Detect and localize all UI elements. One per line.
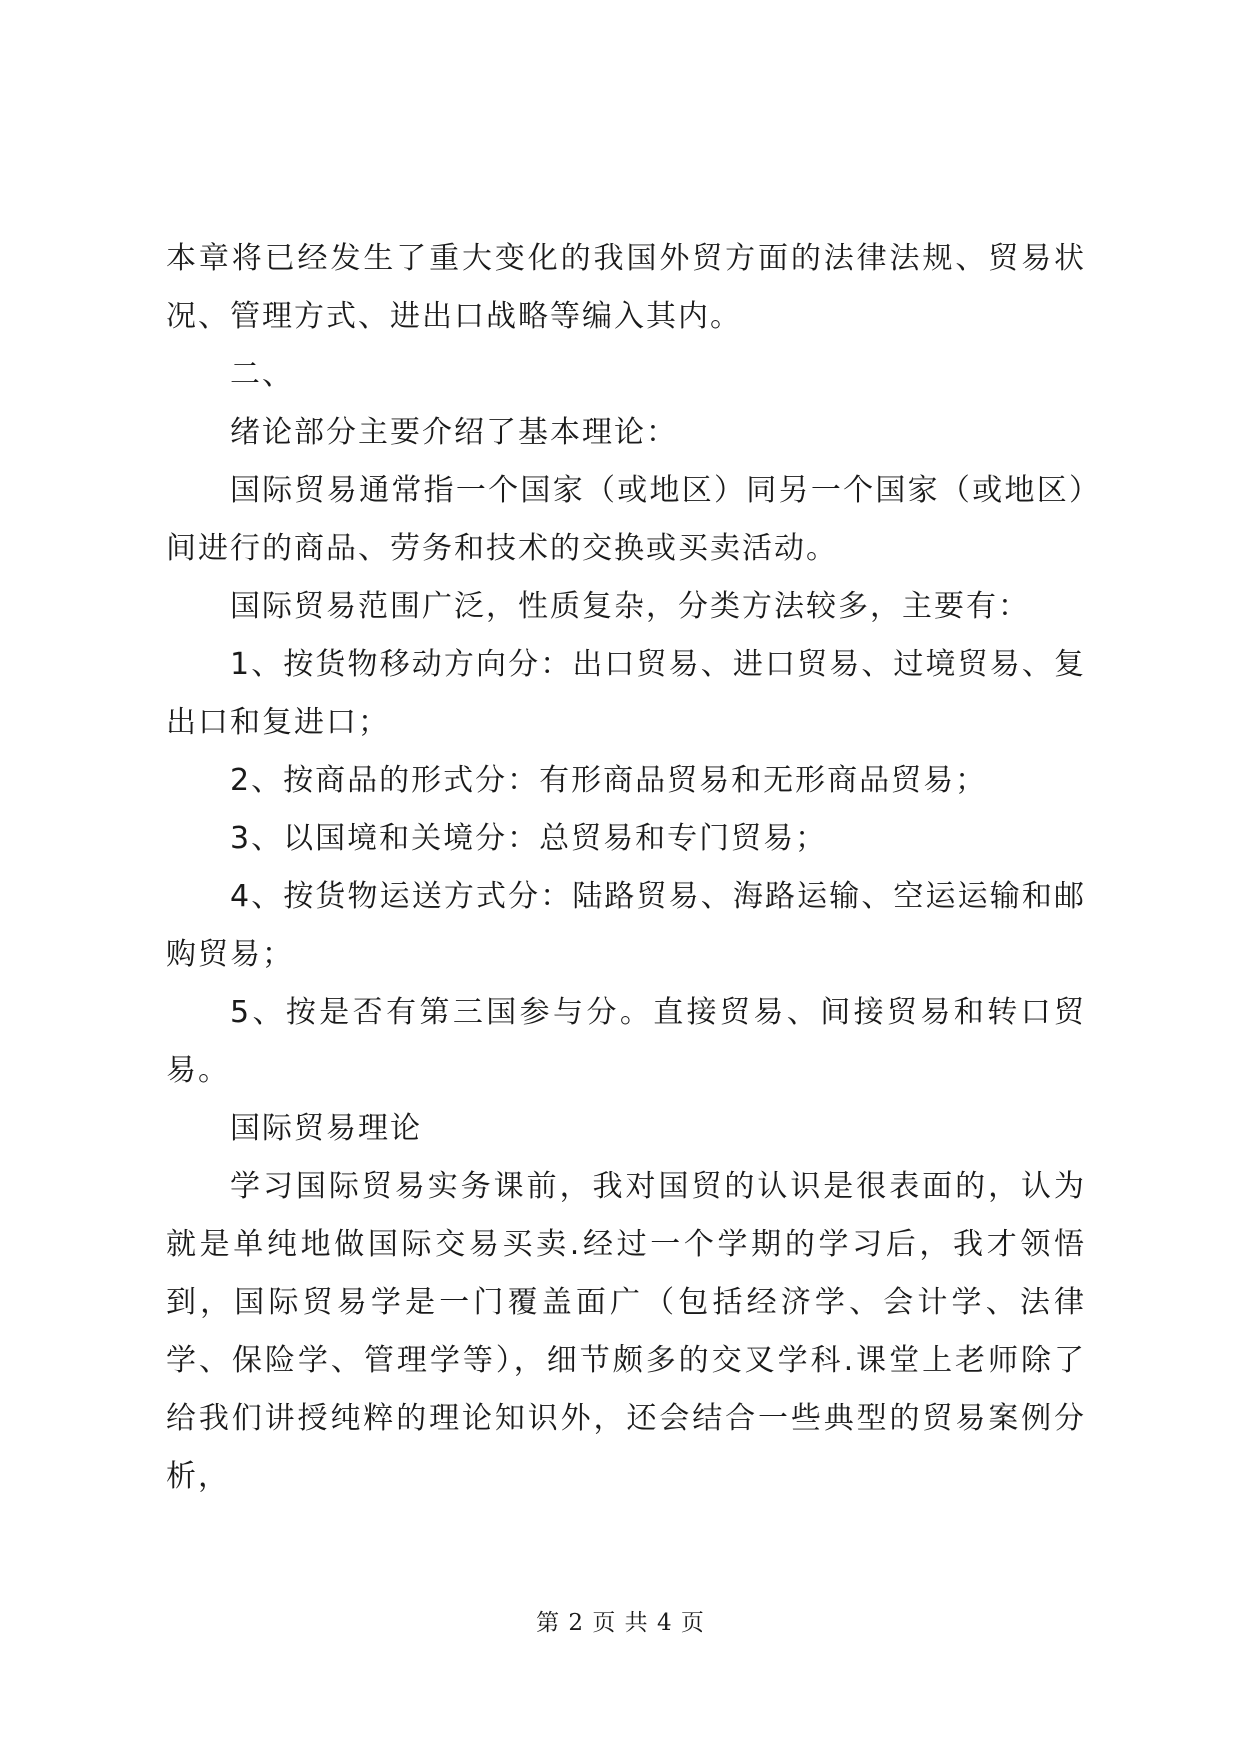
paragraph-intro: 本章将已经发生了重大变化的我国外贸方面的法律法规、贸易状况、管理方式、进出口战略等编入其内。 (166, 241, 1086, 334)
list-item-3: 3、以国境和关境分：总贸易和专门贸易； (230, 821, 828, 856)
list-item-5: 5、按是否有第三国参与分。直接贸易、间接贸易和转口贸易。 (166, 995, 1086, 1088)
page-footer (0, 1604, 1241, 1637)
section-heading-two: 二、 (230, 357, 294, 392)
list-item-4: 4、按货物运送方式分：陆路贸易、海路运输、空运运输和邮购贸易； (166, 879, 1086, 972)
paragraph-learning-reflection: 学习国际贸易实务课前，我对国贸的认识是很表面的，认为就是单纯地做国际交易买卖.经过一个学期的学习后，我才领悟到，国际贸易学是一门覆盖面广（包括经济学、会计学、法律学、保险学、管理学等），细节颇多的交叉学科.课堂上老师除了给我们讲授纯粹的理论知识外，还会结合一些典型的贸易案例分析， (166, 1169, 1086, 1494)
document-body (166, 230, 1086, 1506)
section-heading-trade-theory: 国际贸易理论 (230, 1111, 422, 1146)
page-number-label: 第 2 页 共 4 页 (536, 1610, 705, 1636)
list-item-2: 2、按商品的形式分：有形商品贸易和无形商品贸易； (230, 763, 988, 798)
paragraph-classification-intro: 国际贸易范围广泛，性质复杂，分类方法较多，主要有： (230, 589, 1030, 624)
list-item-1: 1、按货物移动方向分：出口贸易、进口贸易、过境贸易、复出口和复进口； (166, 647, 1086, 740)
paragraph-trade-definition: 国际贸易通常指一个国家（或地区）同另一个国家（或地区）间进行的商品、劳务和技术的交换或买卖活动。 (166, 473, 1086, 566)
paragraph-theory-intro: 绪论部分主要介绍了基本理论： (230, 415, 678, 450)
